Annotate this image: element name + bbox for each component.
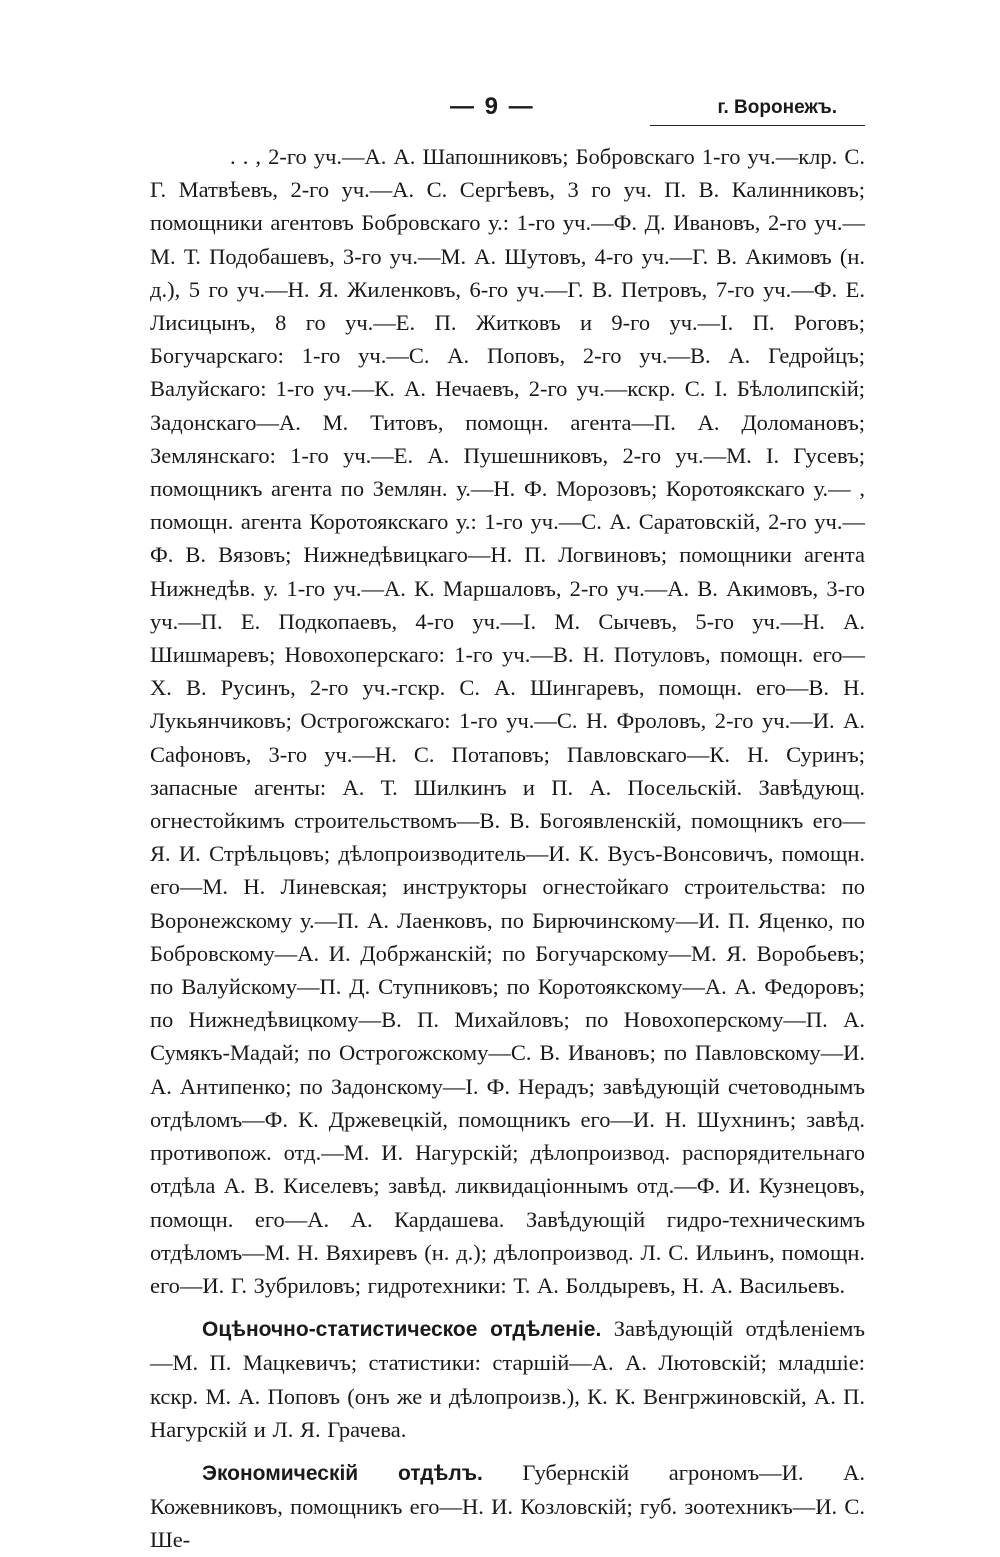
paragraph-text: Завѣдующій отдѣленіемъ—М. П. Мацкевичъ; статистики: старшій—А. А. Лютовскій; младшіе: кскр. М. А. Поповъ (онъ же и дѣлопроизв.), К. К. Венгржиновскій, А. П. Нагурскій и Л. Я. Грачева. <box>150 1316 865 1442</box>
section-title: Оцѣночно-статистическое отдѣленіе. <box>202 1318 602 1342</box>
paragraph-statistics-dept <box>150 1312 865 1446</box>
page-number: — 9 — <box>450 93 535 120</box>
header-rule <box>650 125 865 126</box>
page-header <box>150 93 865 129</box>
paragraph-text: Губернскій агрономъ—И. А. Кожевниковъ, помощникъ его—Н. И. Козловскій; губ. зоотехникъ—И. С. Ше- <box>150 1459 865 1553</box>
running-head: г. Воронежъ. <box>717 97 837 118</box>
body-text <box>150 140 865 1557</box>
paragraph-economic-dept <box>150 1456 865 1557</box>
paragraph-staff-list: . . , 2-го уч.—А. А. Шапошниковъ; Бобровскаго 1-го уч.—клр. С. Г. Матвѣевъ, 2-го уч.—А. С. Сергѣевъ, 3 го уч. П. В. Калинниковъ; помощники агентовъ Бобровскаго у.: 1-го уч.—Ф. Д. Ивановъ, 2-го уч.—М. Т. Подобашевъ, 3-го уч.—М. А. Шутовъ, 4-го уч.—Г. В. Акимовъ (н. д.), 5 го уч.—Н. Я. Жиленковъ, 6-го уч.—Г. В. Петровъ, 7-го уч.—Ф. Е. Лисицынъ, 8 го уч.—Е. П. Житковъ и 9-го уч.—І. П. Роговъ; Богучарскаго: 1-го уч.—С. А. Поповъ, 2-го уч.—В. А. Гедройцъ; Валуйскаго: 1-го уч.—К. А. Нечаевъ, 2-го уч.—кскр. С. І. Бѣлолипскій; Задонскаго—А. М. Титовъ, помощн. агента—П. А. Доломановъ; Землянскаго: 1-го уч.—Е. А. Пушешниковъ, 2-го уч.—М. І. Гусевъ; помощникъ агента по Землян. у.—Н. Ф. Морозовъ; Коротоякскаго у.— , помощн. агента Коротоякскаго у.: 1-го уч.—С. А. Саратовскій, 2-го уч.—Ф. В. Вязовъ; Нижнедѣвицкаго—Н. П. Логвиновъ; помощники агента Нижнедѣв. у. 1-го уч.—А. К. Маршаловъ, 2-го уч.—А. В. Акимовъ, 3-го уч.—П. Е. Подкопаевъ, 4-го уч.—І. М. Сычевъ, 5-го уч.—Н. А. Шишмаревъ; Новохоперскаго: 1-го уч.—В. Н. Потуловъ, помощн. его—Х. В. Русинъ, 2-го уч.-гскр. С. А. Шингаревъ, помощн. его—В. Н. Лукьянчиковъ; Острогожскаго: 1-го уч.—С. Н. Фроловъ, 2-го уч.—И. А. Сафоновъ, 3-го уч.—Н. С. Потаповъ; Павловскаго—К. Н. Суринъ; запасные агенты: А. Т. Шилкинъ и П. А. Посельскій. Завѣдующ. огнестойкимъ строительствомъ—В. В. Богоявленскій, помощникъ его—Я. И. Стрѣльцовъ; дѣлопроизводитель—И. К. Вусъ-Вонсовичъ, помощн. его—М. Н. Линевская; инструкторы огнестойкаго строительства: по Воронежскому у.—П. А. Лаенковъ, по Бирючинскому—И. П. Яценко, по Бобровскому—А. И. Добржанскій; по Богучарскому—М. Я. Воробьевъ; по Валуйскому—П. Д. Ступниковъ; по Коротоякскому—А. А. Федоровъ; по Нижнедѣвицкому—В. П. Михайловъ; по Новохоперскому—П. А. Сумякъ-Мадай; по Острогожскому—С. В. Ивановъ; по Павловскому—И. А. Антипенко; по Задонскому—І. Ф. Нерадъ; завѣдующій счетоводнымъ отдѣломъ—Ф. К. Држевецкій, помощникъ его—И. Н. Шухнинъ; завѣд. противопож. отд.—М. И. Нагурскій; дѣлопроизвод. распорядительнаго отдѣла А. В. Киселевъ; завѣд. ликвидаціоннымъ отд.—Ф. И. Кузнецовъ, помощн. его—А. А. Кардашева. Завѣдующій гидро-техническимъ отдѣломъ—М. Н. Вяхиревъ (н. д.); дѣлопроизвод. Л. С. Ильинъ, помощн. его—И. Г. Зубриловъ; гидротехники: Т. А. Болдыревъ, Н. А. Васильевъ. <box>150 144 865 1298</box>
section-title: Экономическій отдѣлъ. <box>202 1461 483 1485</box>
